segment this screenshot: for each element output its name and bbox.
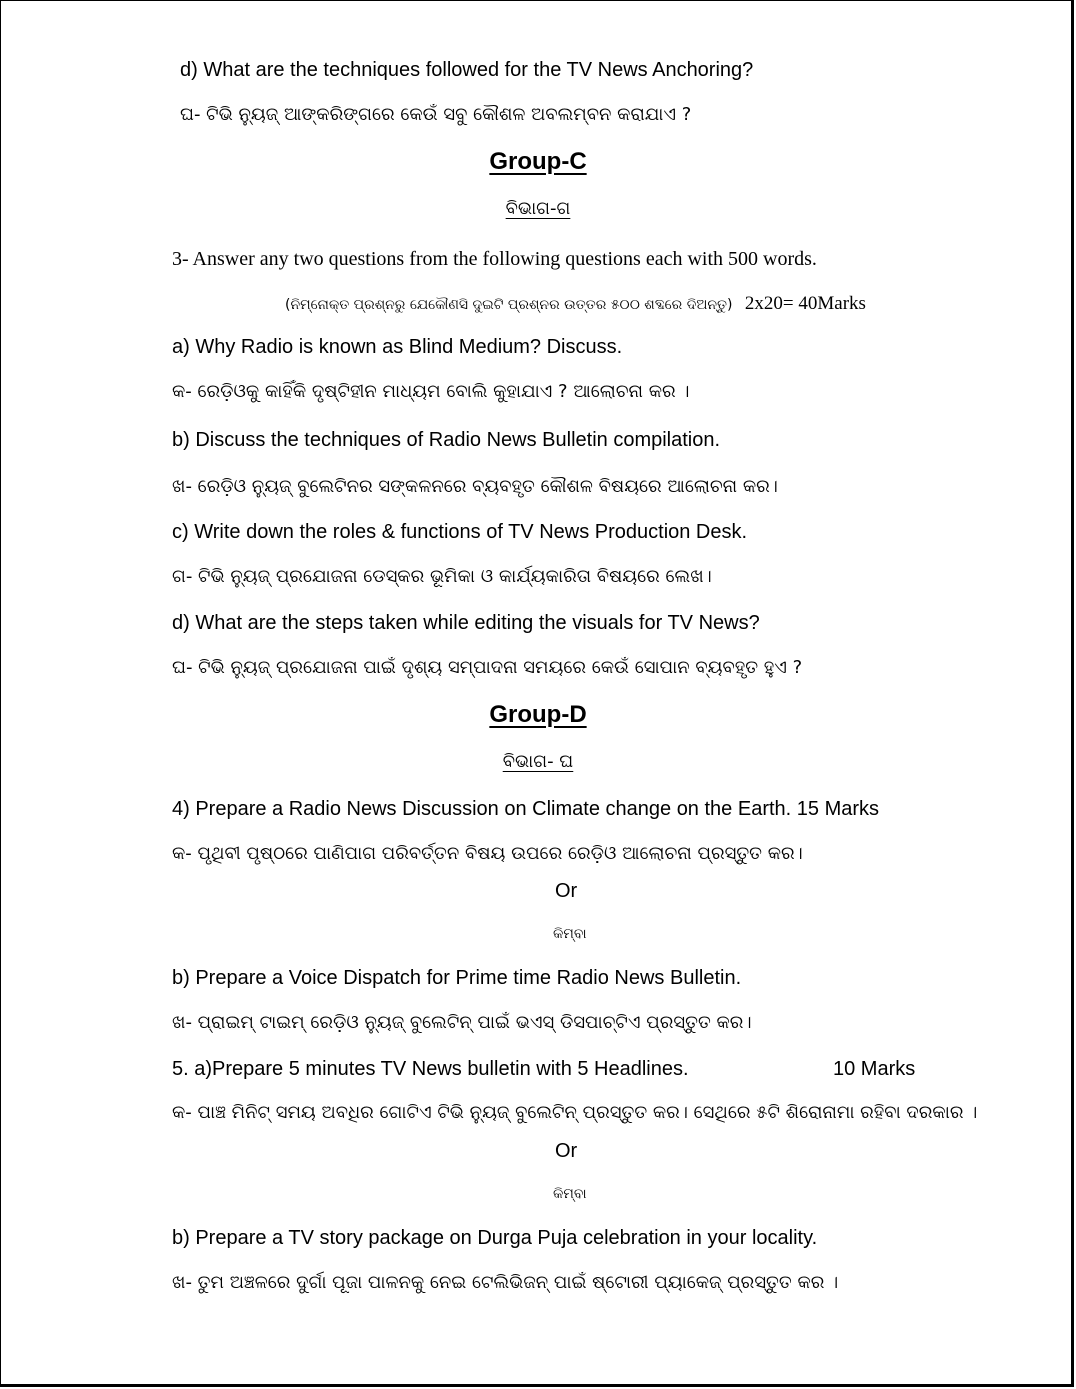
question-3c-odia: ଗ- ଟିଭି ନ୍ୟୁଜ୍ ପ୍ରଯୋଜନା ଡେସ୍କର ଭୂମିକା ଓ କାର୍ଯ୍ୟକାରିତା ବିଷୟରେ ଲେଖ।	[172, 566, 712, 587]
or-english-2: Or	[555, 1140, 578, 1162]
question-5b-odia: ଖ- ତୁମ ଅଞ୍ଚଳରେ ଦୁର୍ଗା ପୂଜା ପାଳନକୁ ନେଇ ଟେଲିଭିଜନ୍ ପାଇଁ ଷ୍ଟୋରୀ ପ୍ୟାକେଜ୍ ପ୍ରସ୍ତୁତ କର ।	[172, 1272, 839, 1293]
question-3d-english: d) What are the steps taken while editing the visuals for TV News?	[172, 612, 760, 634]
group-c-instruction-odia: (ନିମ୍ନୋକ୍ତ ପ୍ରଶ୍ନରୁ ଯେକୌଣସି ଦୁଇଟି ପ୍ରଶ୍ନର ଉତ୍ତର ୫୦୦ ଶବ୍ଦରେ ଦିଅନ୍ତୁ)	[285, 297, 733, 313]
question-3a-odia: କ- ରେଡ଼ିଓକୁ କାହିଁକି ଦୃଷ୍ଟିହୀନ ମାଧ୍ୟମ ବୋଲି କୁହାଯାଏ ? ଆଲୋଚନା କର ।	[172, 381, 690, 402]
question-3b-odia: ଖ- ରେଡ଼ିଓ ନ୍ୟୁଜ୍ ବୁଲେଟିନର ସଙ୍କଳନରେ ବ୍ୟବହୃତ କୌଶଳ ବିଷୟରେ ଆଲୋଚନା କର।	[172, 476, 778, 497]
group-c-instruction-odia-row	[285, 294, 866, 313]
group-d-odia-heading: ବିଭାଗ- ଘ	[502, 751, 574, 772]
question-3c-english: c) Write down the roles & functions of TV News Production Desk.	[172, 521, 748, 543]
question-3a-english: a) Why Radio is known as Blind Medium? Discuss.	[172, 336, 623, 358]
question-2d-english: d) What are the techniques followed for the TV News Anchoring?	[180, 59, 754, 81]
question-5a-odia: କ- ପାଞ୍ଚ ମିନିଟ୍ ସମୟ ଅବଧିର ଗୋଟିଏ ଟିଭି ନ୍ୟୁଜ୍ ବୁଲେଟିନ୍ ପ୍ରସ୍ତୁତ କର। ସେଥିରେ ୫ଟି ଶିରୋନାମା ରହିବା ଦରକାର ।	[172, 1102, 978, 1123]
question-4a-odia: କ- ପୃଥିବୀ ପୃଷ୍ଠରେ ପାଣିପାଗ ପରିବର୍ତ୍ତନ ବିଷୟ ଉପରେ ରେଡ଼ିଓ ଆଲୋଚନା ପ୍ରସ୍ତୁତ କର।	[172, 843, 803, 864]
question-2d-odia: ଘ- ଟିଭି ନ୍ୟୁଜ୍ ଆଙ୍କରିଙ୍ଗରେ କେଉଁ ସବୁ କୌଶଳ ଅବଲମ୍ବନ କରାଯାଏ ?	[180, 104, 692, 125]
group-c-marks: 2x20= 40Marks	[744, 293, 866, 314]
question-3b-english: b) Discuss the techniques of Radio News Bulletin compilation.	[172, 429, 721, 451]
group-c-instruction: 3- Answer any two questions from the following questions each with 500 words.	[172, 248, 817, 270]
or-odia-1: କିମ୍ବା	[553, 926, 587, 942]
question-4b-odia: ଖ- ପ୍ରାଇମ୍ ଟାଇମ୍ ରେଡ଼ିଓ ନ୍ୟୁଜ୍ ବୁଲେଟିନ୍ ପାଇଁ ଭଏସ୍ ଡିସପାଚ୍‌ଟିଏ ପ୍ରସ୍ତୁତ କର।	[172, 1012, 752, 1033]
question-5-marks: 10 Marks	[833, 1058, 916, 1080]
question-4a-english: 4) Prepare a Radio News Discussion on Climate change on the Earth. 15 Marks	[172, 798, 880, 820]
or-english-1: Or	[555, 880, 578, 902]
question-5a-english: 5. a)Prepare 5 minutes TV News bulletin with 5 Headlines.	[172, 1058, 689, 1080]
question-5b-english: b) Prepare a TV story package on Durga Puja celebration in your locality.	[172, 1227, 818, 1249]
question-3d-odia: ଘ- ଟିଭି ନ୍ୟୁଜ୍ ପ୍ରଯୋଜନା ପାଇଁ ଦୃଶ୍ୟ ସମ୍ପାଦନା ସମୟରେ କେଉଁ ସୋପାନ ବ୍ୟବହୃତ ହୁଏ ?	[172, 657, 803, 678]
group-c-heading: Group-C	[489, 148, 587, 175]
group-c-odia-heading: ବିଭାଗ-ଗ	[505, 198, 571, 219]
question-4b-english: b) Prepare a Voice Dispatch for Prime time Radio News Bulletin.	[172, 967, 742, 989]
or-odia-2: କିମ୍ବା	[553, 1186, 587, 1202]
group-d-heading: Group-D	[489, 701, 587, 728]
